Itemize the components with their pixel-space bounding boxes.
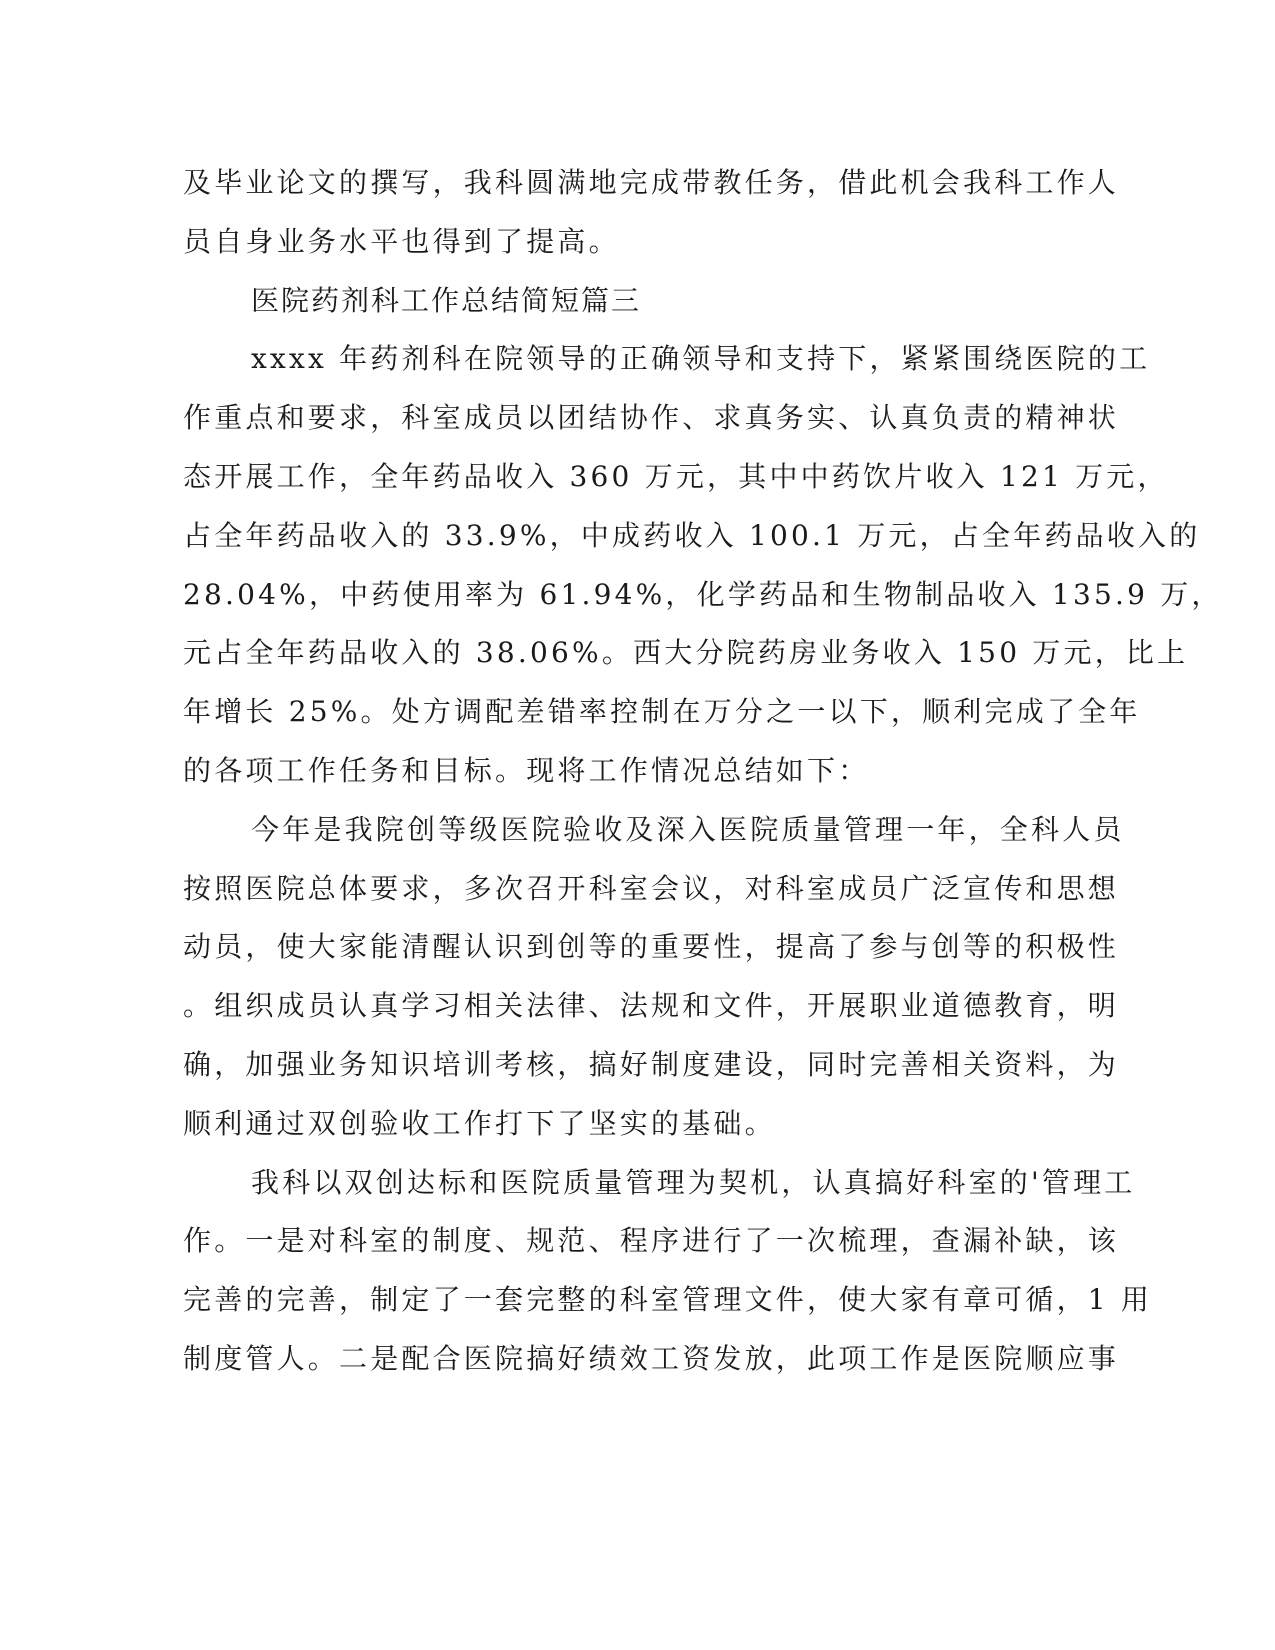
text-line: 顺利通过双创验收工作打下了坚实的基础。 xyxy=(183,1106,776,1140)
document-body xyxy=(183,163,1223,1398)
text-line: 。组织成员认真学习相关法律、法规和文件，开展职业道德教育，明 xyxy=(183,989,1120,1023)
text-line: xxxx 年药剂科在院领导的正确领导和支持下，紧紧围绕医院的工 xyxy=(251,342,1151,376)
text-line: 及毕业论文的撰写，我科圆满地完成带教任务，借此机会我科工作人 xyxy=(183,166,1120,199)
text-line: 完善的完善，制定了一套完整的科室管理文件，使大家有章可循，1 用 xyxy=(183,1283,1153,1317)
text-line: 制度管人。二是配合医院搞好绩效工资发放，此项工作是医院顺应事 xyxy=(183,1341,1120,1375)
text-line: 态开展工作，全年药品收入 360 万元，其中中药饮片收入 121 万元， xyxy=(183,459,1169,493)
text-line: 今年是我院创等级医院验收及深入医院质量管理一年，全科人员 xyxy=(251,812,1125,846)
text-line: 按照医院总体要求，多次召开科室会议，对科室成员广泛宣传和思想 xyxy=(183,871,1120,905)
text-line: 我科以双创达标和医院质量管理为契机，认真搞好科室的'管理工 xyxy=(251,1165,1136,1199)
text-line: 动员，使大家能清醒认识到创等的重要性，提高了参与创等的积极性 xyxy=(183,930,1120,964)
text-line: 28.04%，中药使用率为 61.94%，化学药品和生物制品收入 135.9 万， xyxy=(183,577,1223,611)
text-line: 作重点和要求，科室成员以团结协作、求真务实、认真负责的精神状 xyxy=(183,401,1120,435)
text-line: 确，加强业务知识培训考核，搞好制度建设，同时完善相关资料，为 xyxy=(183,1047,1120,1081)
text-line: 占全年药品收入的 33.9%，中成药收入 100.1 万元，占全年药品收入的 xyxy=(183,518,1201,552)
text-line: 作。一是对科室的制度、规范、程序进行了一次梳理，查漏补缺，该 xyxy=(183,1224,1120,1258)
text-line: 元占全年药品收入的 38.06%。西大分院药房业务收入 150 万元，比上 xyxy=(183,636,1189,670)
text-line: 的各项工作任务和目标。现将工作情况总结如下： xyxy=(183,753,870,787)
text-line: 年增长 25%。处方调配差错率控制在万分之一以下，顺利完成了全年 xyxy=(183,695,1141,729)
section-heading: 医院药剂科工作总结简短篇三 xyxy=(251,283,642,317)
text-line: 员自身业务水平也得到了提高。 xyxy=(183,224,620,258)
